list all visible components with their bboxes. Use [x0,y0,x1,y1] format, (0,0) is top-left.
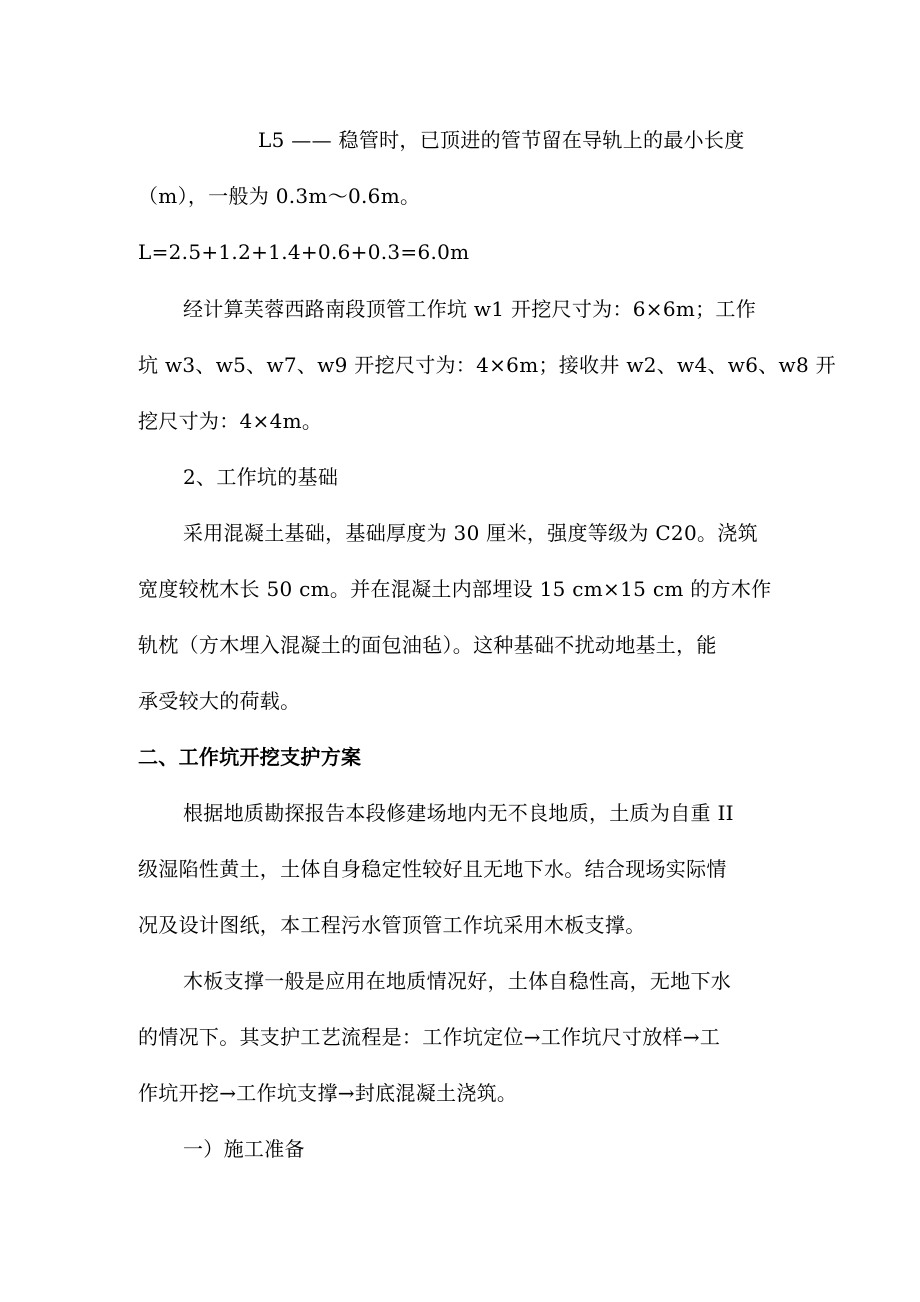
text-line: 根据地质勘探报告本段修建场地内无不良地质，土质为自重 II [183,801,734,825]
text-line: 木板支撑一般是应用在地质情况好，土体自稳性高，无地下水 [183,969,732,993]
section-subheading: 一）施工准备 [183,1137,305,1161]
text-line: 级湿陷性黄土，土体自身稳定性较好且无地下水。结合现场实际情 [138,857,727,881]
text-line: 轨枕（方木埋入混凝土的面包油毡）。这种基础不扰动地基土，能 [138,633,717,657]
formula-line: L=2.5+1.2+1.4+0.6+0.3=6.0m [138,240,470,264]
text-line: 宽度较枕木长 50 cm。并在混凝土内部埋设 15 cm×15 cm 的方木作 [138,577,772,601]
section-subheading: 2、工作坑的基础 [183,465,339,489]
text-line: （m），一般为 0.3m～0.6m。 [138,184,421,208]
text-line: 况及设计图纸，本工程污水管顶管工作坑采用木板支撑。 [138,913,646,937]
text-line: 坑 w3、w5、w7、w9 开挖尺寸为：4×6m；接收井 w2、w4、w6、w8 开 [138,353,836,377]
text-line: 挖尺寸为：4×4m。 [138,409,323,433]
section-heading: 二、工作坑开挖支护方案 [138,745,362,769]
text-line: 经计算芙蓉西路南段顶管工作坑 w1 开挖尺寸为：6×6m；工作 [183,297,757,321]
text-line: L5 —— 稳管时，已顶进的管节留在导轨上的最小长度 [258,128,745,152]
text-line: 作坑开挖→工作坑支撑→封底混凝土浇筑。 [138,1081,518,1105]
text-line: 采用混凝土基础，基础厚度为 30 厘米，强度等级为 C20。浇筑 [183,521,758,545]
text-line: 承受较大的荷载。 [138,689,301,713]
text-line: 的情况下。其支护工艺流程是：工作坑定位→工作坑尺寸放样→工 [138,1025,721,1049]
